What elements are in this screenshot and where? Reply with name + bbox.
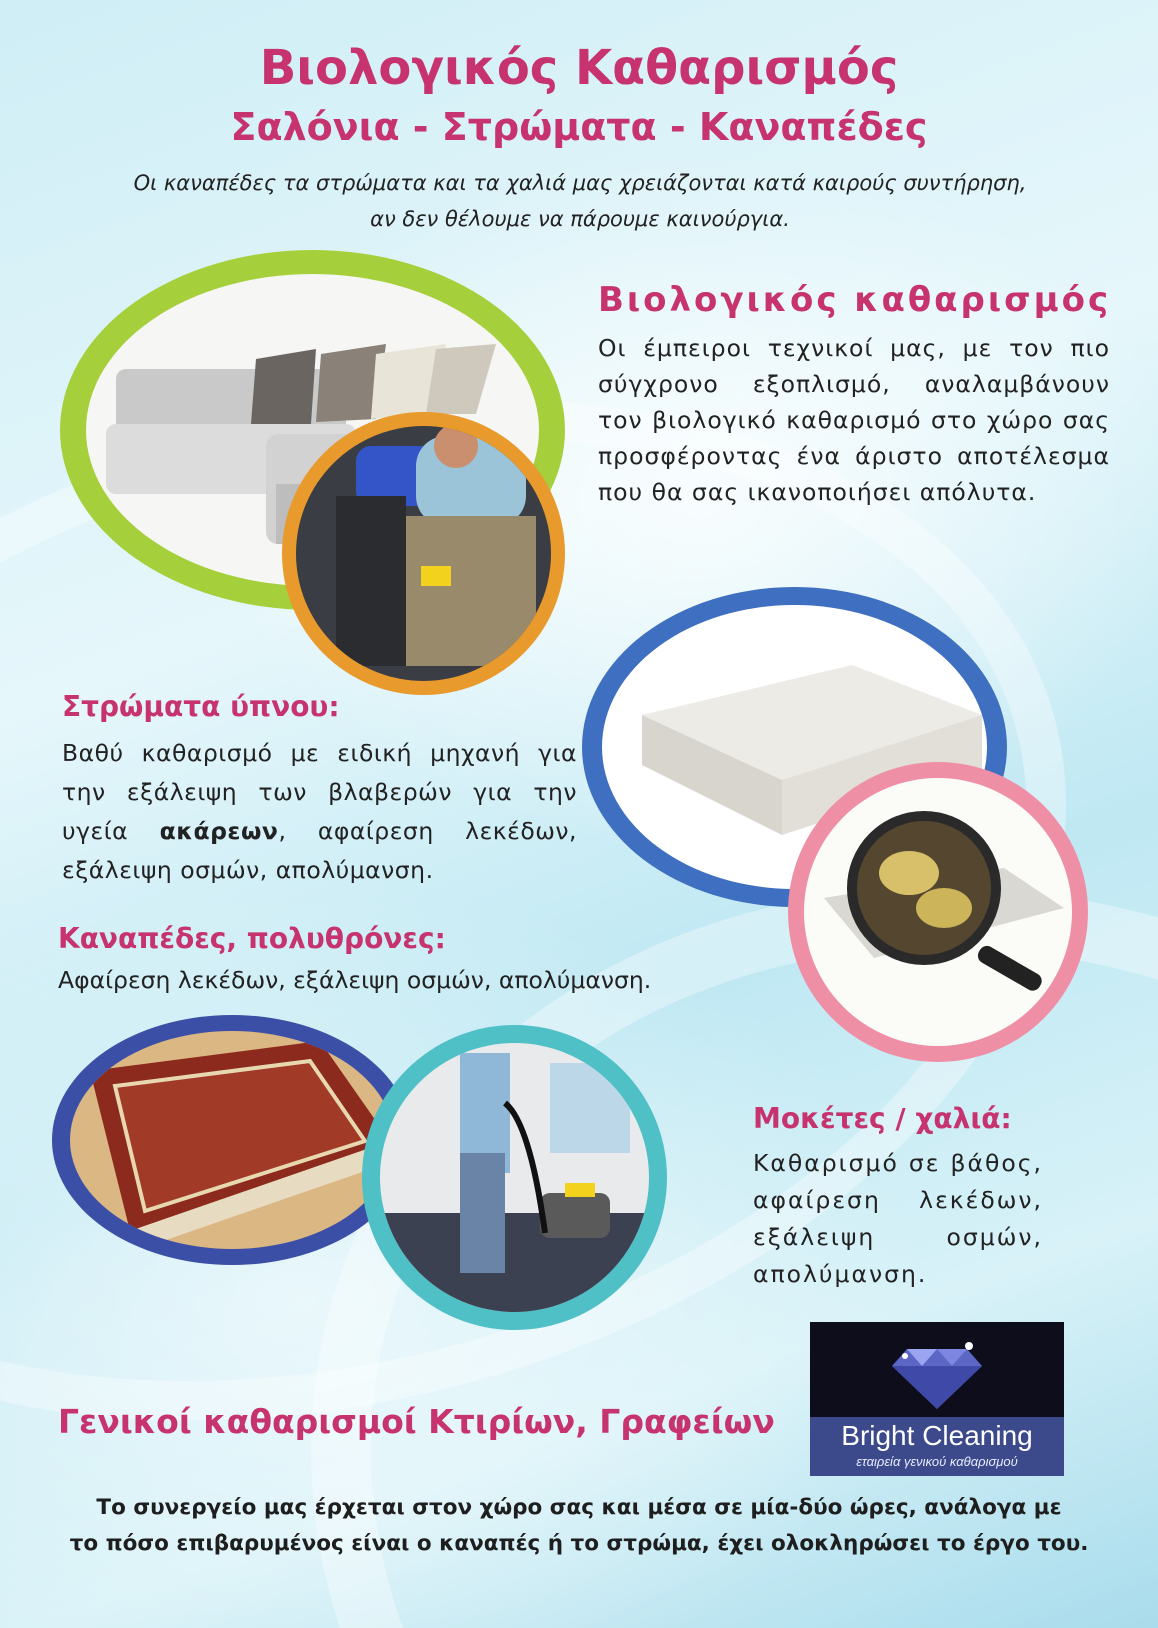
vacuum-photo-frame	[362, 1025, 667, 1330]
intro-line: Οι καναπέδες τα στρώματα και τα χαλιά μας χρειάζονται κατά καιρούς συντήρηση,	[133, 171, 1027, 195]
mattress-text-part: Βαθύ καθαρισμό με ειδική μηχανή για την εξάλειψη των βλαβερών για την υγεία	[62, 739, 577, 845]
general-cleaning-heading: Γενικοί καθαρισμοί Κτιρίων, Γραφείων	[58, 1402, 775, 1441]
rug-photo	[70, 1031, 394, 1249]
mattress-text-bold: ακάρεων	[159, 817, 279, 845]
footer-line: το πόσο επιβαρυμένος είναι ο καναπές ή το στρώμα, έχει ολοκληρώσει το έργο του.	[69, 1531, 1089, 1556]
bio-heading: Βιολογικός καθαρισμός	[598, 280, 1112, 320]
dust-mite-photo	[804, 778, 1072, 1046]
rug-photo-frame	[52, 1015, 412, 1265]
footer-line: Το συνεργείο μας έρχεται στον χώρο σας και μέσα σε μία-δύο ώρες, ανάλογα με	[96, 1495, 1062, 1520]
vacuum-cleaner-photo	[380, 1043, 649, 1312]
mattress-heading: Στρώματα ύπνου:	[62, 690, 340, 723]
company-logo	[810, 1322, 1064, 1476]
logo-tagline: εταιρεία γενικού καθαρισμού	[856, 1454, 1018, 1469]
page-title: Βιολογικός Καθαρισμός	[259, 40, 899, 96]
dust-mite-photo-frame	[788, 762, 1088, 1062]
mattress-text-part: , αφαίρεση λεκέδων, εξάλειψη οσμών, απολύμανση.	[62, 817, 577, 884]
bio-text: Οι έμπειροι τεχνικοί μας, με τον πιο σύγχρονο εξοπλισμό, αναλαμβάνουν τον βιολογικό καθαρισμό στο χώρο σας προσφέροντας ένα άριστο αποτέλεσμα που θα σας ικανοποιήσει απόλυτα.	[598, 334, 1110, 506]
diamond-icon	[887, 1334, 987, 1414]
intro-line: αν δεν θέλουμε να πάρουμε καινούργια.	[370, 207, 790, 231]
page-subtitle: Σαλόνια - Στρώματα - Καναπέδες	[230, 105, 928, 149]
sofas-heading: Καναπέδες, πολυθρόνες:	[58, 922, 446, 955]
logo-name: Bright Cleaning	[841, 1420, 1033, 1451]
sofas-text: Αφαίρεση λεκέδων, εξάλειψη οσμών, απολύμανση.	[58, 966, 652, 994]
mattress-text	[62, 734, 577, 890]
intro-text	[60, 165, 1100, 237]
footer-text	[0, 1490, 1158, 1562]
technician-photo	[296, 426, 551, 681]
carpets-heading: Μοκέτες / χαλιά:	[753, 1102, 1012, 1135]
carpets-text: Καθαρισμό σε βάθος, αφαίρεση λεκέδων, εξάλειψη οσμών, απολύμανση.	[753, 1149, 1043, 1288]
technician-photo-frame	[282, 412, 565, 695]
